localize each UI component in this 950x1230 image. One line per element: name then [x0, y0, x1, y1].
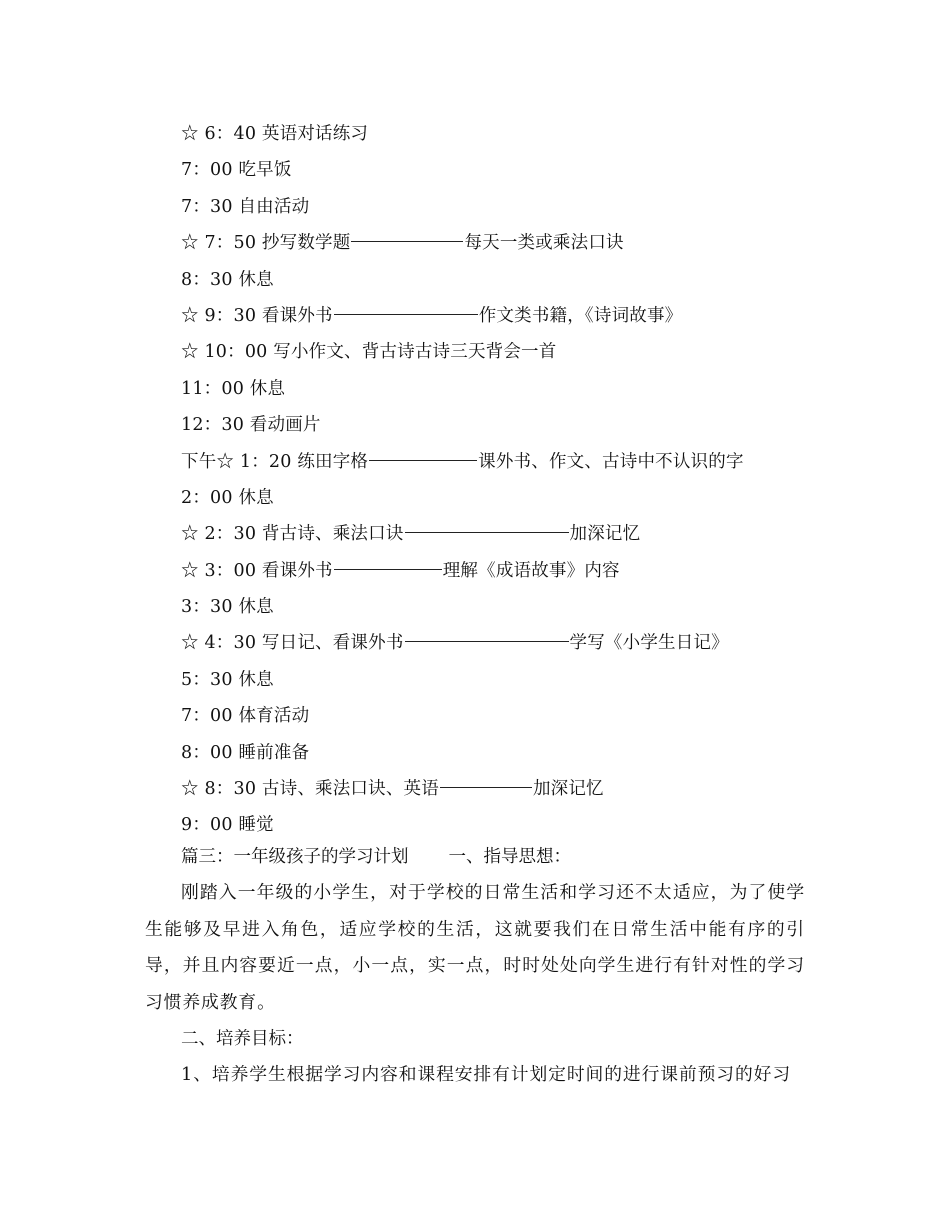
- schedule-entry: ☆ 2：30 背古诗、乘法口诀: [181, 524, 404, 545]
- schedule-line: [181, 407, 881, 443]
- schedule-line: [181, 771, 881, 807]
- schedule-entry: 7：00 吃早饭: [181, 160, 292, 181]
- schedule-entry: ☆ 4：30 写日记、看课外书: [181, 633, 404, 654]
- section-title: 篇三：一年级孩子的学习计划: [181, 847, 409, 867]
- schedule-line: [181, 444, 881, 480]
- dash-separator: [405, 532, 569, 533]
- schedule-line: [181, 553, 881, 589]
- schedule-note: 理解《成语故事》内容: [442, 560, 620, 581]
- schedule-entry: 8：00 睡前准备: [181, 742, 310, 763]
- schedule-line: [181, 116, 881, 152]
- schedule-line: [181, 262, 881, 298]
- schedule-entry: 下午☆ 1：20 练田字格: [181, 451, 369, 472]
- schedule-entry: ☆ 6：40 英语对话练习: [181, 124, 369, 144]
- dash-separator: [369, 460, 477, 461]
- schedule-entry: 12：30 看动画片: [181, 415, 321, 436]
- schedule-line: [181, 516, 881, 552]
- schedule-entry: ☆ 9：30 看课外书: [181, 305, 333, 326]
- schedule-entry: ☆ 3：00 看课外书: [181, 560, 333, 581]
- schedule-note: 学写《小学生日记》: [569, 633, 729, 654]
- schedule-line: [181, 225, 881, 261]
- schedule-entry: 9：00 睡觉: [181, 815, 274, 836]
- schedule-entry: 7：30 自由活动: [181, 196, 310, 217]
- schedule-line: [181, 698, 881, 734]
- schedule-line: [181, 298, 881, 334]
- section-subheading: 一、指导思想：: [448, 847, 571, 867]
- schedule-entry: 3：30 休息: [181, 597, 274, 618]
- schedule-line: [181, 189, 881, 225]
- training-goal-item: 1、培养学生根据学习内容和课程安排有计划定时间的进行课前预习的好习: [181, 1064, 792, 1086]
- schedule-line: [181, 152, 881, 188]
- plan-section: [145, 839, 805, 1094]
- schedule-note: 每天一类或乘法口诀: [464, 233, 624, 254]
- training-goals-heading: 二、培养目标：: [181, 1028, 304, 1049]
- dash-separator: [334, 314, 478, 315]
- schedule-line: [181, 589, 881, 625]
- schedule-note: 作文类书籍，《诗词故事》: [478, 305, 683, 326]
- dash-separator: [351, 241, 463, 242]
- schedule-note: 课外书、作文、古诗中不认识的字: [478, 451, 744, 472]
- schedule-line: [181, 371, 881, 407]
- schedule-line: [181, 662, 881, 698]
- schedule-entry: 2：00 休息: [181, 487, 274, 508]
- guiding-thought-paragraph: 刚踏入一年级的小学生，对于学校的日常生活和学习还不太适应，为了使学生能够及早进入角色，适应学校的生活，这就要我们在日常生活中能有序的引导，并且内容要近一点，小一点，实一点，时时处处向学生进行有针对性的学习习惯养成教育。: [145, 882, 805, 1013]
- schedule-entry: 5：30 休息: [181, 669, 274, 690]
- schedule-entry: ☆ 7：50 抄写数学题: [181, 233, 351, 254]
- dash-separator: [334, 569, 442, 570]
- schedule-entry: 7：00 体育活动: [181, 706, 310, 727]
- section-heading: [145, 839, 805, 875]
- schedule-entry: ☆ 10：00 写小作文、背古诗古诗三天背会一首: [181, 342, 557, 363]
- schedule-line: [181, 334, 881, 370]
- schedule-note: 加深记忆: [569, 524, 641, 545]
- dash-separator: [440, 787, 532, 788]
- schedule-entry: 11：00 休息: [181, 378, 286, 399]
- daily-schedule: [181, 116, 881, 844]
- schedule-entry: ☆ 8：30 古诗、乘法口诀、英语: [181, 779, 439, 800]
- schedule-line: [181, 480, 881, 516]
- schedule-entry: 8：30 休息: [181, 269, 274, 290]
- schedule-note: 加深记忆: [532, 779, 604, 800]
- schedule-line: [181, 735, 881, 771]
- schedule-line: [181, 625, 881, 661]
- dash-separator: [405, 641, 569, 642]
